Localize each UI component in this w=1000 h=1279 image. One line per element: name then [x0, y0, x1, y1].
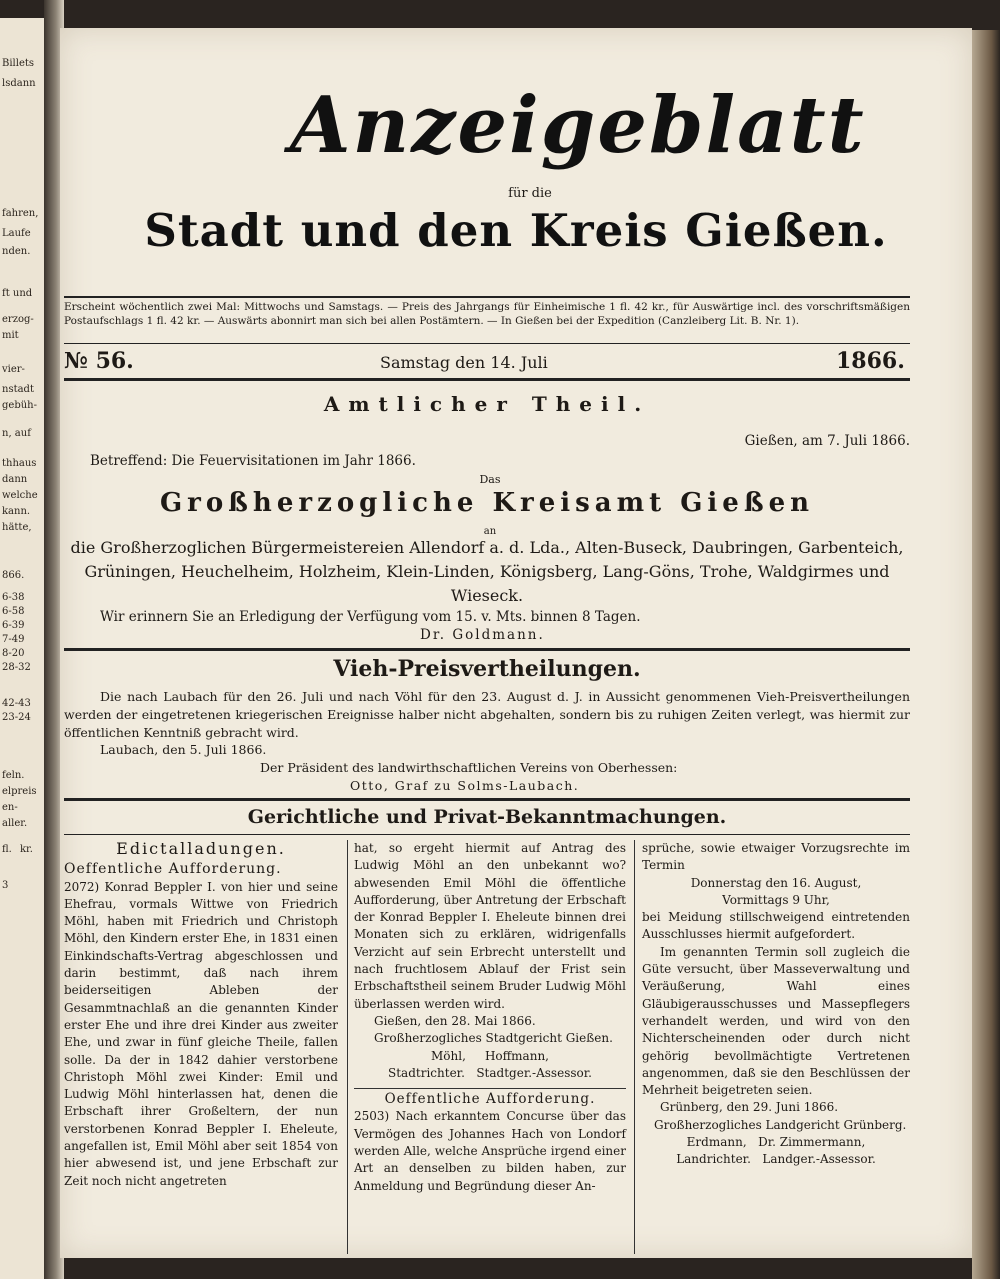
landgericht-place-date: Grünberg, den 29. Juni 1866.	[660, 1100, 839, 1115]
masthead-fuer-die: für die	[508, 186, 552, 201]
aufforderung-heading-2: Oeffentliche Aufforderung.	[384, 1091, 596, 1108]
adjacent-page-fragment: nstadt	[2, 384, 34, 395]
adjacent-page-fragment: dann	[2, 474, 28, 485]
adjacent-page-fragment: 8-20	[2, 648, 25, 659]
adjacent-page-fragment: thhaus	[2, 458, 37, 469]
vieh-text: Die nach Laubach für den 26. Juli und nach Vöhl für den 23. August d. J. in Aussicht genommenen Vieh-Preisvertheilungen werden der eingetretenen kriegerischen Ereignisse halber nicht abgehalten, sondern bis zu ruhigen Zeiten verlegt, was hiermit zur öffentlichen Kenntniß gebracht wird.	[64, 689, 910, 740]
adjacent-page-fragment: feln.	[2, 770, 25, 781]
konkurs-text-2: bei Meidung stillschweigend eintretenden Ausschlusses hiermit aufgefordert.	[642, 910, 910, 942]
adjacent-page-fragment: Laufe	[2, 228, 31, 239]
landgericht-roles: Landrichter. Landger.-Assessor.	[676, 1152, 876, 1167]
adjacent-page-edge	[0, 18, 46, 1279]
column-divider-2	[634, 840, 635, 1254]
gericht-heading: Gerichtliche und Privat-Bekanntmachungen.	[247, 806, 727, 828]
adjacent-page-fragment: kann.	[2, 506, 31, 517]
edictalladungen-heading: Edictalladungen.	[116, 839, 286, 858]
vieh-place-date: Laubach, den 5. Juli 1866.	[100, 742, 267, 757]
adjacent-page-fragment: fahren,	[2, 208, 39, 219]
vieh-heading: Vieh-Preisvertheilungen.	[333, 656, 641, 682]
newspaper-page	[60, 28, 972, 1258]
stadtgericht-court: Großherzogliches Stadtgericht Gießen.	[374, 1031, 613, 1046]
column-divider-1	[347, 840, 348, 1254]
masthead-title: Anzeigeblatt	[290, 80, 866, 171]
gericht-column-3	[642, 840, 910, 1169]
adjacent-page-fragment: 6-39	[2, 620, 25, 631]
amtlich-rule	[64, 648, 910, 651]
adjacent-page-fragment: 23-24	[2, 712, 31, 723]
aufforderung-text-1-cont: hat, so ergeht hiermit auf Antrag des Ludwig Möhl an den unbekannt wo? abwesenden Emil Möhl die öffentliche Aufforderung, über Antretung der Erbschaft der Konrad Beppler I. Eheleute binnen drei Monaten sich zu erklären, widrigenfalls Verzicht auf sein Erbrecht unterstellt und nach fruchtlosem Ablauf der Frist sein Erbschaftstheil seinem Bruder Ludwig Möhl überlassen werden wird.	[354, 841, 626, 1011]
adjacent-page-fragment: 3	[2, 880, 9, 891]
stadtgericht-names: Möhl, Hoffmann,	[431, 1048, 549, 1063]
adjacent-page-fragment: ft und	[2, 288, 33, 299]
amtlich-heading: Amtlicher Theil.	[323, 392, 651, 416]
amtlich-an: an	[483, 526, 497, 537]
issue-date: Samstag den 14. Juli	[380, 353, 548, 372]
adjacent-page-fragment: 42-43	[2, 698, 31, 709]
publication-info: Erscheint wöchentlich zwei Mal: Mittwochs und Samstags. — Preis des Jahrgangs für Einheimische 1 fl. 42 kr., für Auswärtige incl. des vorschriftsmäßigen Postaufschlags 1 fl. 42 kr. — Auswärts abonnirt man sich bei allen Postämtern. — In Gießen bei der Expedition (Canzleiberg Lit. B. Nr. 1).	[64, 301, 910, 327]
adjacent-page-fragment: erzog-	[2, 314, 34, 325]
adjacent-page-fragment: n, auf	[2, 428, 31, 439]
vieh-signature: Otto, Graf zu Solms-Laubach.	[350, 778, 580, 793]
gericht-rule	[64, 834, 910, 835]
adjacent-page-fragment: Billets	[2, 58, 35, 69]
adjacent-page-fragment: fl.	[2, 844, 12, 855]
stadtgericht-roles: Stadtrichter. Stadtger.-Assessor.	[388, 1065, 592, 1080]
adjacent-page-fragment: mit	[2, 330, 19, 341]
amtlich-text: Wir erinnern Sie an Erledigung der Verfügung vom 15. v. Mts. binnen 8 Tagen.	[100, 609, 641, 625]
konkurs-termin-time: Vormittags 9 Uhr,	[722, 892, 830, 907]
issue-number: № 56.	[64, 348, 134, 374]
adjacent-page-fragment: en-	[2, 802, 18, 813]
adjacent-page-fragment: aller.	[2, 818, 28, 829]
konkurs-text-3: Im genannten Termin soll zugleich die Güte versucht, über Masseverwaltung und Veräußerung, Wahl eines Gläubigerausschusses und Massepflegers verhandelt werden, und wird von den Nichterscheinenden oder durch nicht gehörig bevollmächtigte Vertretenen angenommen, daß sie den Beschlüssen der Mehrheit beigetreten seien.	[642, 944, 910, 1098]
amtlich-authority: Großherzogliche Kreisamt Gießen	[159, 488, 815, 518]
masthead-rule	[64, 296, 910, 298]
adjacent-page-fragment: hätte,	[2, 522, 32, 533]
adjacent-page-fragment: 866.	[2, 570, 25, 581]
adjacent-page-fragment: elpreis	[2, 786, 37, 797]
adjacent-page-fragment: vier-	[2, 364, 25, 375]
landgericht-names: Erdmann, Dr. Zimmermann,	[686, 1135, 866, 1150]
issue-rule	[64, 378, 910, 381]
gericht-column-2	[354, 840, 626, 1195]
vieh-president: Der Präsident des landwirthschaftlichen Vereins von Oberhessen:	[260, 760, 678, 775]
adjacent-page-fragment: 6-58	[2, 606, 25, 617]
amtlich-addressees: die Großherzoglichen Bürgermeistereien Allendorf a. d. Lda., Alten-Buseck, Daubringen, Garbenteich, Grüningen, Heuchelheim, Holzheim, Klein-Linden, Königsberg, Lang-Göns, Trohe, Waldgirmes und Wieseck.	[70, 538, 904, 605]
amtlich-place-date: Gießen, am 7. Juli 1866.	[744, 433, 910, 449]
amtlich-betreffend: Betreffend: Die Feuervisitationen im Jahr 1866.	[90, 453, 416, 469]
issue-year: 1866.	[836, 348, 905, 374]
adjacent-page-fragment: 6-38	[2, 592, 25, 603]
landgericht-court: Großherzogliches Landgericht Grünberg.	[654, 1117, 907, 1132]
adjacent-page-fragment: welche	[2, 490, 38, 501]
stadtgericht-place-date: Gießen, den 28. Mai 1866.	[374, 1013, 536, 1028]
adjacent-page-fragment: 7-49	[2, 634, 25, 645]
amtlich-signature: Dr. Goldmann.	[420, 627, 545, 643]
konkurs-termin-date: Donnerstag den 16. August,	[690, 875, 862, 890]
adjacent-page-fragment: 28-32	[2, 662, 31, 673]
aufforderung-text-1: 2072) Konrad Beppler I. von hier und seine Ehefrau, vormals Wittwe von Friedrich Möhl, haben mit Friedrich und Christoph Möhl, den Kindern erster Ehe, in 1831 einen Einkindschafts-Vertrag abgeschlossen und darin bestimmt, daß nach ihrem beiderseitigen Ableben der Gesammtnachlaß an die genannten Kinder erster Ehe und ihre drei Kinder aus zweiter Ehe, und zwar in fünf gleiche Theile, fallen solle. Da der in 1842 dahier verstorbene Christoph Möhl zwei Kinder: Emil und Ludwig Möhl hinterlassen hat, denen die Erbschaft ihrer Großeltern, der nun verstorbenen Konrad Beppler I. Eheleute, angefallen ist, Emil Möhl aber seit 1854 von hier abwesend ist, und jene Erbschaft zur Zeit noch nicht angetreten	[64, 879, 338, 1188]
adjacent-page-fragment: kr.	[20, 844, 33, 855]
page-stack-edge	[972, 30, 1000, 1279]
aufforderung-text-2: 2503) Nach erkanntem Concurse über das Vermögen des Johannes Hach von Londorf werden Alle, welche Ansprüche irgend einer Art an denselben zu bilden haben, zur Anmeldung und Begründung dieser An-	[354, 1109, 626, 1193]
adjacent-page-fragment: nden.	[2, 246, 31, 257]
vieh-rule	[64, 798, 910, 801]
adjacent-page-fragment: lsdann	[2, 78, 36, 89]
amtlich-das: Das	[479, 473, 501, 486]
konkurs-text-1: sprüche, sowie etwaiger Vorzugsrechte im Termin	[642, 841, 910, 873]
adjacent-page-fragment: gebüh-	[2, 400, 37, 411]
masthead-subtitle: Stadt und den Kreis Gießen.	[144, 204, 888, 257]
aufforderung-heading-1: Oeffentliche Aufforderung.	[64, 861, 282, 878]
info-rule	[64, 343, 910, 344]
gericht-column-1	[64, 840, 338, 1190]
